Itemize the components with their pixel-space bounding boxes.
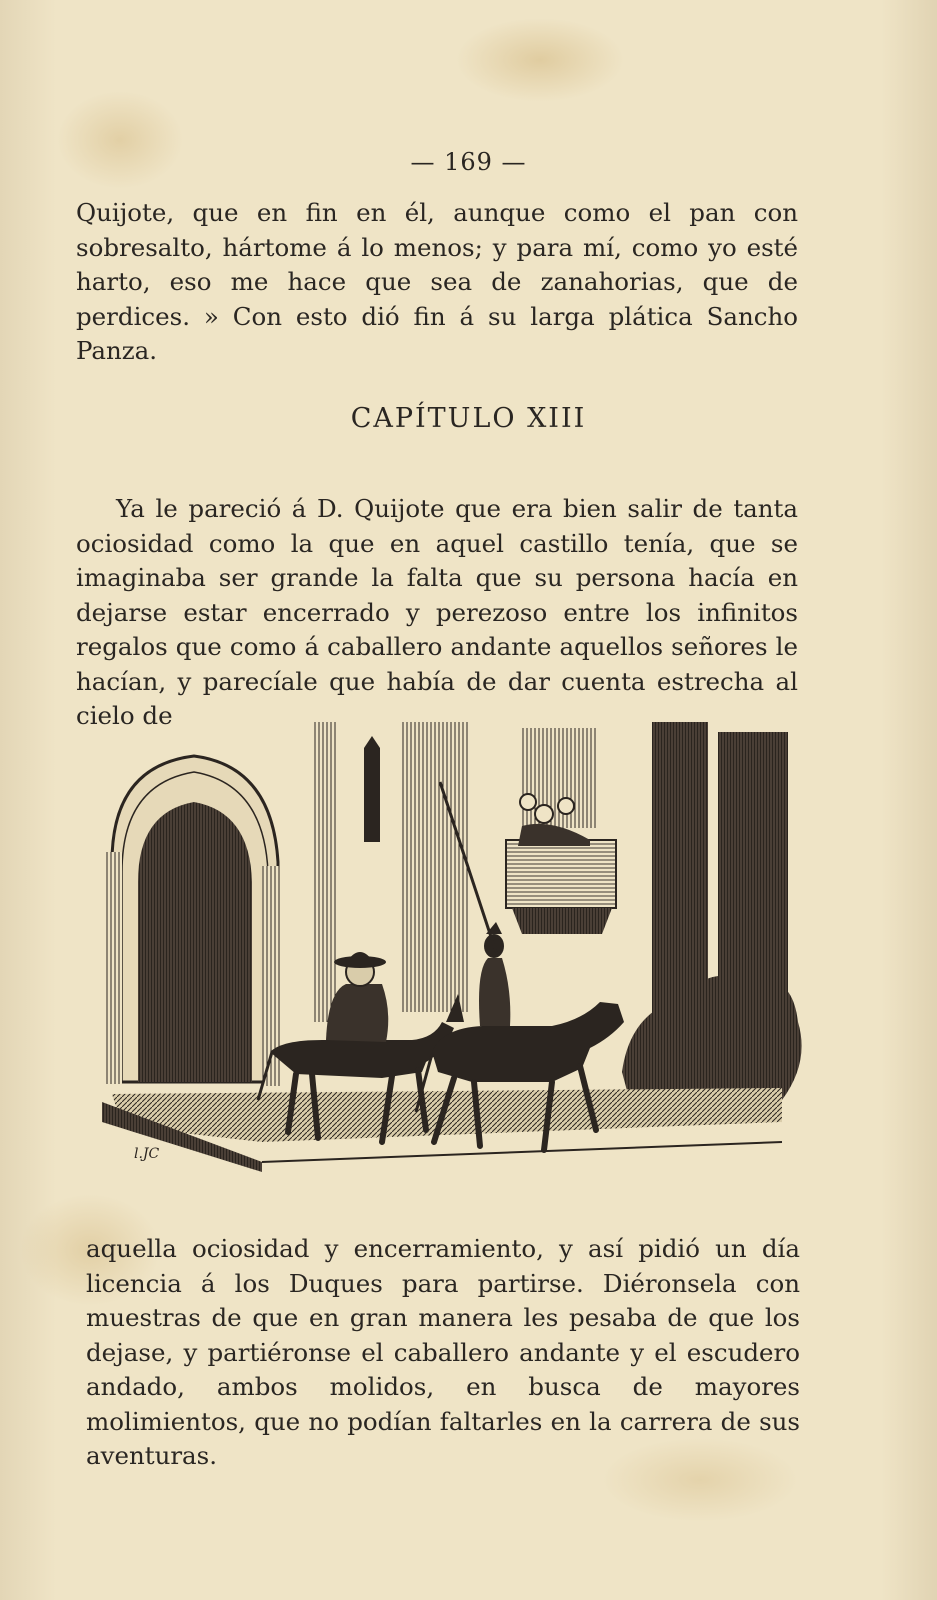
gothic-window xyxy=(364,736,380,842)
paragraph-bottom-text: aquella ociosidad y encerramiento, y así pidió un día licencia á los Duques para partirse. Diéronsela con muestras de que en gran manera les pesaba de que los dejase, y partiéronse el caballero andante y el escudero andado, ambos molidos, en busca de mayores molimientos, que no podían faltarles en la carrera de sus aventuras. xyxy=(86,1234,800,1470)
arch-column-left xyxy=(104,852,122,1084)
paragraph-top xyxy=(76,196,798,369)
onlooker-3 xyxy=(558,798,574,814)
pillar-1 xyxy=(312,722,336,1022)
archway-door xyxy=(138,802,252,1082)
pillar-3 xyxy=(652,722,708,1022)
onlooker-2 xyxy=(535,805,553,823)
paragraph-bottom xyxy=(86,1232,800,1474)
bushes xyxy=(622,976,802,1102)
paragraph-top-text: Quijote, que en fin en él, aunque como el pan con sobresalto, hártome á lo menos; y para mí, como yo esté harto, eso me hace que sea de zanahorias, que de perdices. » Con esto dió fin á su larga plática Sancho Panza. xyxy=(76,198,798,365)
paragraph-chapter-start xyxy=(76,492,798,734)
balcony xyxy=(506,840,616,908)
page-number: — 169 — xyxy=(410,148,527,176)
ground-line xyxy=(262,1142,782,1162)
paragraph-chapter-start-text: Ya le pareció á D. Quijote que era bien salir de tanta ociosidad como la que en aquel castillo tenía, que se imaginaba ser grande la falta que su persona hacía en dejarse estar encerrado y perezoso entre los infinitos regalos que como á caballero andante aquellos señores le hacían, y parecíale que había de dar cuenta estrecha al cielo de xyxy=(76,494,798,730)
window-tower xyxy=(520,728,598,828)
engraver-signature: l.JC xyxy=(134,1146,160,1162)
pillar-2 xyxy=(400,722,470,1012)
engraving-illustration xyxy=(82,722,810,1194)
chapter-title: CAPÍTULO XIII xyxy=(350,403,587,434)
balcony-base xyxy=(512,908,612,934)
onlooker-1 xyxy=(520,794,536,810)
engraving-svg xyxy=(82,722,810,1194)
